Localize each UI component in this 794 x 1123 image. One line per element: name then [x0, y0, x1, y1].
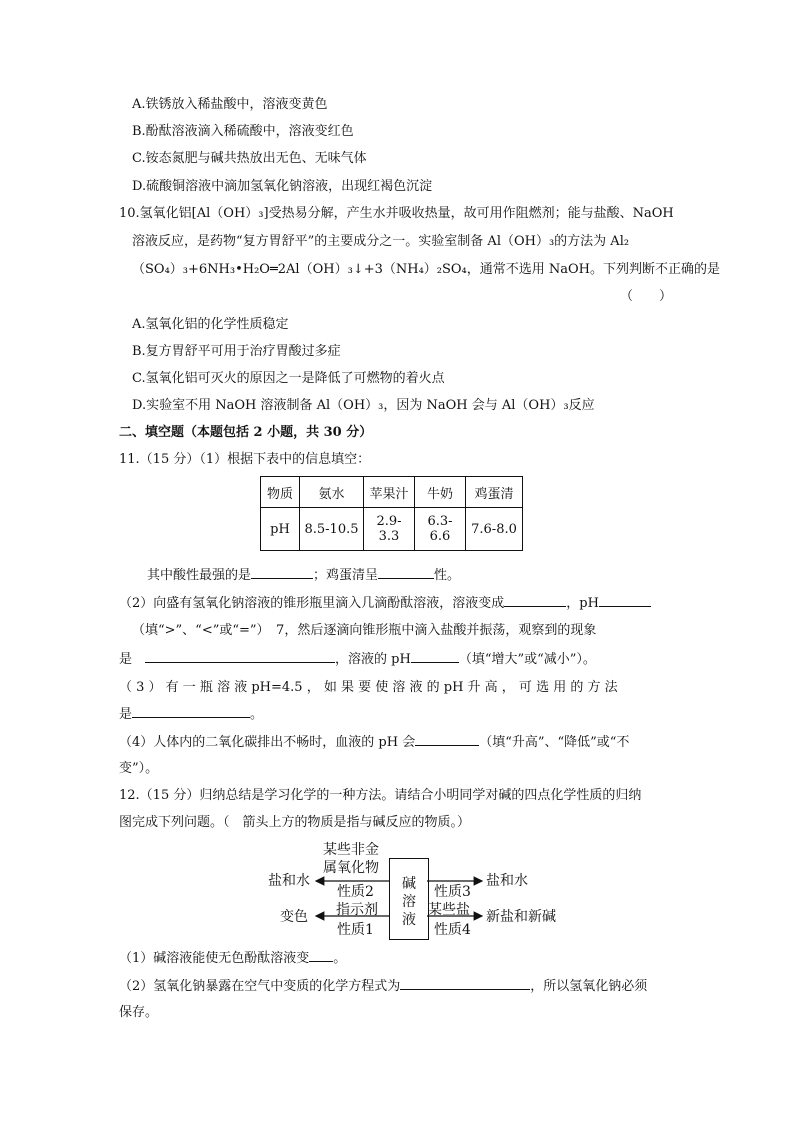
q9-option-c: C.铵态氮肥与碱共热放出无色、无味气体 — [132, 151, 367, 166]
answer-blank[interactable] — [309, 949, 333, 962]
ph-table-cell: 7.6-8.0 — [466, 508, 523, 551]
box-char: 液 — [402, 912, 416, 928]
ph-table-header: 苹果汁 — [364, 477, 415, 508]
box-char: 碱 — [402, 876, 416, 892]
q11-line8: 变”）。 — [119, 761, 159, 776]
reagent-indicator: 指示剂 — [336, 902, 378, 918]
reagent-some-salts: 某些盐 — [428, 902, 470, 918]
ph-table-cell: 8.5-10.5 — [300, 508, 364, 551]
q10-stem-line1: 10.氢氧化铝[Al（OH）₃]受热易分解，产生水并吸收热量，故可用作阻燃剂；能与盐酸、NaOH — [119, 206, 674, 221]
ph-table-header: 牛奶 — [415, 477, 466, 508]
q11-line7: （4）人体内的二氧化碳排出不畅时，血液的 pH 会 （填“升高”、“降低”或“不 — [119, 735, 630, 750]
q9-option-a: A.铁锈放入稀盐酸中，溶液变黄色 — [132, 97, 328, 112]
q10-option-b: B.复方胃舒平可用于治疗胃酸过多症 — [132, 344, 341, 359]
property-1-label: 性质1 — [337, 922, 374, 938]
reagent-nonmetal-oxide-1: 某些非金 — [323, 842, 379, 858]
property-4-label: 性质4 — [434, 922, 471, 938]
q10-answer-paren: （ ） — [620, 289, 673, 304]
q12-stem-line1: 12.（15 分）归纳总结是学习化学的一种方法。请结合小明同学对碱的四点化学性质的归纳 — [119, 788, 642, 803]
answer-blank[interactable] — [415, 733, 479, 746]
reagent-nonmetal-oxide-2: 属氧化物 — [323, 860, 379, 876]
box-char: 溶 — [402, 894, 416, 910]
property-3-label: 性质3 — [434, 884, 471, 900]
q11-intro: 11.（15 分）（1）根据下表中的信息填空： — [119, 452, 371, 467]
ph-table-header: 氨水 — [300, 477, 364, 508]
ph-table-cell: pH — [261, 508, 300, 551]
q10-stem-line2: 溶液反应，是药物“复方胃舒平”的主要成分之一。实验室制备 Al（OH）₃的方法为 Al₂ — [132, 234, 630, 249]
answer-blank[interactable] — [599, 594, 651, 607]
q11-line3: （填“>”、“<”或“=”） 7，然后逐滴向锥形瓶中滴入盐酸并振荡，观察到的现象 — [132, 623, 597, 638]
q11-line4: 是 ，溶液的 pH （填“增大”或“减小”）。 — [119, 652, 596, 667]
q12-sub1: （1）碱溶液能使无色酚酞溶液变 。 — [119, 951, 347, 966]
ph-table-header: 物质 — [261, 477, 300, 508]
answer-blank[interactable] — [251, 566, 313, 579]
property-2-label: 性质2 — [337, 884, 374, 900]
result-salt-water-left: 盐和水 — [268, 873, 310, 889]
answer-blank[interactable] — [504, 594, 566, 607]
answer-blank[interactable] — [378, 566, 434, 579]
result-salt-water-right: 盐和水 — [486, 873, 528, 889]
ph-table — [260, 476, 523, 551]
q11-line5: （ 3 ） 有 一 瓶 溶 液 pH=4.5 ， 如 果 要 使 溶 液 的 pH 升 高 ， 可 选 用 的 方 法 — [119, 680, 618, 695]
q10-option-d: D.实验室不用 NaOH 溶液制备 Al（OH）₃，因为 NaOH 会与 Al（OH）₃反应 — [132, 398, 595, 413]
q9-option-b: B.酚酞溶液滴入稀硫酸中，溶液变红色 — [132, 124, 354, 139]
q12-stem-line2: 图完成下列问题。（ 箭头上方的物质是指与碱反应的物质。） — [119, 815, 471, 830]
q11-line6: 是 。 — [119, 707, 264, 722]
q12-sub2: （2）氢氧化钠暴露在空气中变质的化学方程式为 ，所以氢氧化钠必须 — [119, 979, 648, 994]
base-solution-box — [389, 858, 429, 940]
answer-blank[interactable] — [411, 650, 459, 663]
section-heading: 二、填空题（本题包括 2 小题，共 30 分） — [119, 425, 373, 440]
answer-blank[interactable] — [400, 977, 530, 990]
q10-stem-line3: （SO₄）₃+6NH₃•H₂O═2Al（OH）₃↓+3（NH₄）₂SO₄，通常不选用 NaOH。下列判断不正确的是 — [132, 262, 721, 277]
answer-blank[interactable] — [145, 650, 335, 663]
q10-option-c: C.氢氧化铝可灭火的原因之一是降低了可燃物的着火点 — [132, 371, 445, 386]
result-new-salt-new-base: 新盐和新碱 — [486, 909, 556, 925]
ph-table-cell: 2.9-3.3 — [364, 508, 415, 551]
result-color-change: 变色 — [280, 909, 308, 925]
ph-table-header: 鸡蛋清 — [466, 477, 523, 508]
ph-table-cell: 6.3-6.6 — [415, 508, 466, 551]
q10-option-a: A.氢氧化铝的化学性质稳定 — [132, 317, 289, 332]
q11-line2: （2）向盛有氢氧化钠溶液的锥形瓶里滴入几滴酚酞溶液，溶液变成 ，pH — [119, 594, 651, 613]
answer-blank[interactable] — [132, 705, 250, 718]
q9-option-d: D.硫酸铜溶液中滴加氢氧化钠溶液，出现红褐色沉淀 — [132, 179, 433, 194]
q11-line1: 其中酸性最强的是 ；鸡蛋清呈 性。 — [147, 568, 461, 583]
q12-sub2-cont: 保存。 — [119, 1005, 159, 1020]
